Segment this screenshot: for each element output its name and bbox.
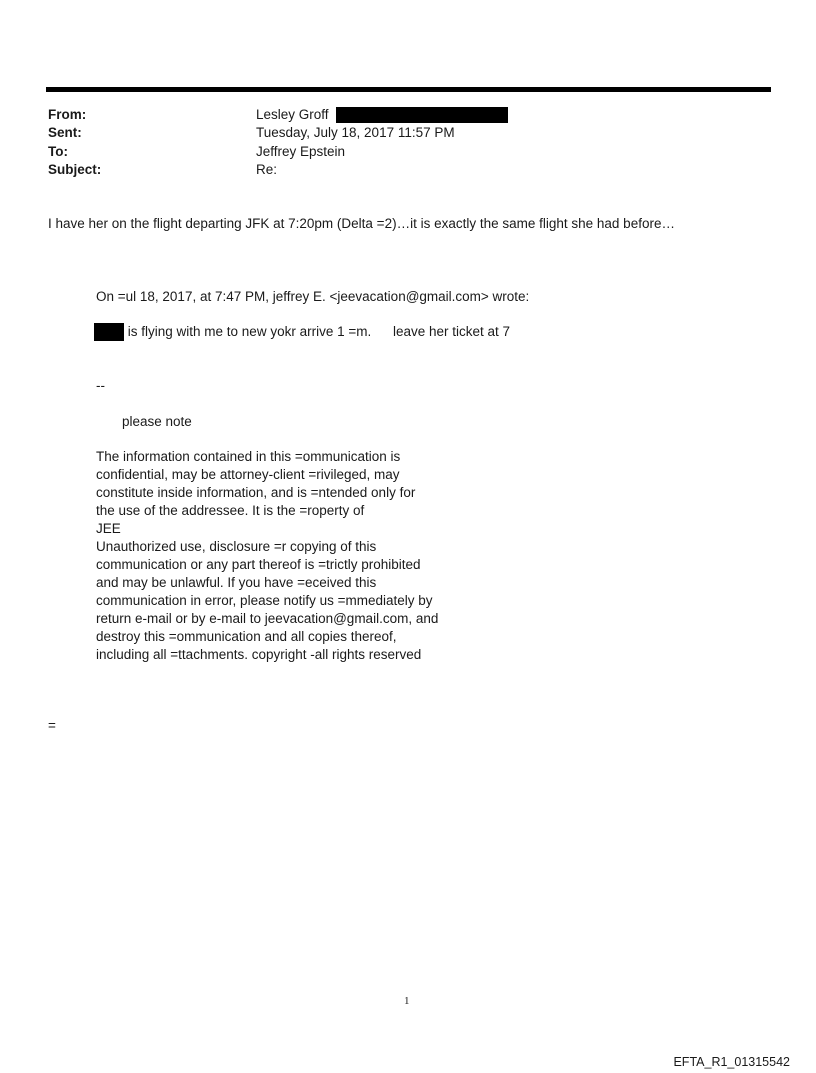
disclaimer-line: Unauthorized use, disclosure =r copying of this bbox=[96, 539, 377, 554]
reply-text: I have her on the flight departing JFK at 7:20pm (Delta =2)…it is exactly the same flight she had before… bbox=[48, 216, 675, 231]
disclaimer-line: confidential, may be attorney-client =rivileged, may bbox=[96, 467, 400, 482]
disclaimer-line: and may be unlawful. If you have =eceived this bbox=[96, 575, 377, 590]
sent-value: Tuesday, July 18, 2017 11:57 PM bbox=[256, 125, 455, 140]
disclaimer-line: return e-mail or by e-mail to jeevacation@gmail.com, and bbox=[96, 611, 439, 626]
disclaimer-line: communication or any part thereof is =trictly prohibited bbox=[96, 557, 421, 572]
disclaimer-line: including all =ttachments. copyright -all rights reserved bbox=[96, 647, 422, 662]
trailing-equals: = bbox=[48, 718, 56, 733]
sent-label: Sent: bbox=[48, 125, 82, 140]
from-value bbox=[256, 107, 508, 123]
disclaimer-line: constitute inside information, and is =ntended only for bbox=[96, 485, 416, 500]
disclaimer bbox=[96, 448, 438, 664]
subject-value: Re: bbox=[256, 162, 278, 177]
page-number: 1 bbox=[404, 995, 410, 1007]
disclaimer-line: The information contained in this =ommunication is bbox=[96, 449, 401, 464]
to-label: To: bbox=[48, 144, 68, 159]
quote-line-text-2: leave her ticket at 7 bbox=[393, 324, 511, 339]
subject-label: Subject: bbox=[48, 162, 102, 177]
sender-name: Lesley Groff bbox=[256, 107, 329, 122]
quote-line-text: is flying with me to new yokr arrive 1 =m. bbox=[127, 324, 372, 339]
to-value: Jeffrey Epstein bbox=[256, 144, 346, 159]
redaction-box bbox=[336, 107, 508, 123]
disclaimer-line: destroy this =ommunication and all copies thereof, bbox=[96, 629, 397, 644]
disclaimer-line: communication in error, please notify us =mmediately by bbox=[96, 593, 433, 608]
please-note: please note bbox=[122, 414, 192, 429]
quote-line bbox=[94, 323, 510, 341]
redaction-box bbox=[94, 323, 124, 341]
document-id: EFTA_R1_01315542 bbox=[673, 1055, 790, 1069]
disclaimer-line: JEE bbox=[96, 521, 121, 536]
quote-header: On =ul 18, 2017, at 7:47 PM, jeffrey E. <jeevacation@gmail.com> wrote: bbox=[96, 289, 530, 304]
header-rule bbox=[46, 87, 771, 92]
disclaimer-line: the use of the addressee. It is the =roperty of bbox=[96, 503, 365, 518]
from-label: From: bbox=[48, 107, 87, 122]
signature-dashes: -- bbox=[96, 378, 105, 393]
